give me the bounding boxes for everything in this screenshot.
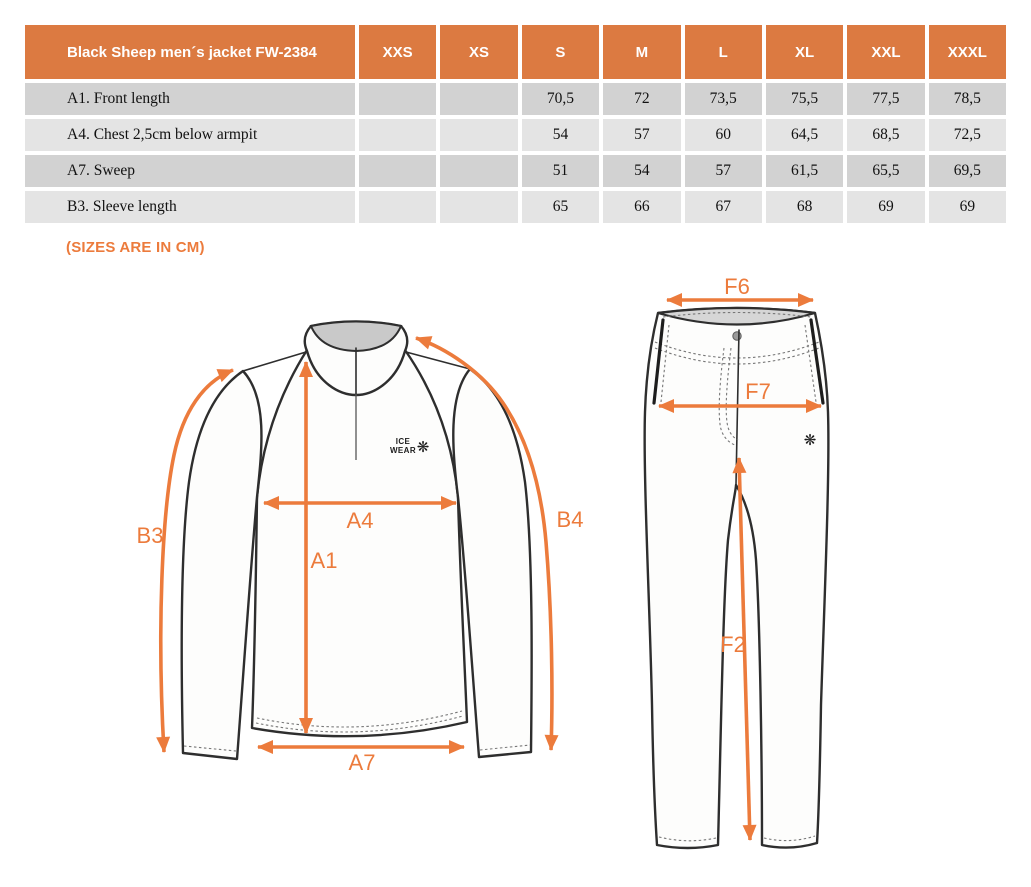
jacket-drawing (137, 322, 584, 776)
value-cell: 77,5 (847, 83, 924, 115)
label-A1: A1 (310, 548, 338, 573)
svg-text:ICE: ICE (395, 437, 411, 446)
label-F2: F2 (720, 632, 746, 657)
value-cell: 69 (847, 191, 924, 223)
value-cell: 67 (685, 191, 762, 223)
size-header-xs: XS (440, 25, 517, 79)
value-cell: 57 (685, 155, 762, 187)
row-label-front-length: A1. Front length (25, 83, 355, 115)
jacket-body (252, 350, 467, 736)
label-B4: B4 (556, 507, 584, 532)
value-cell: 54 (522, 119, 599, 151)
label-A7: A7 (348, 750, 376, 775)
svg-text:WEAR: WEAR (389, 446, 417, 455)
label-A4: A4 (346, 508, 374, 533)
value-cell: 75,5 (766, 83, 843, 115)
size-header-m: M (603, 25, 680, 79)
row-label-sleeve-length: B3. Sleeve length (25, 191, 355, 223)
size-header-xl: XL (766, 25, 843, 79)
value-cell: 51 (522, 155, 599, 187)
value-cell: 61,5 (766, 155, 843, 187)
jacket-left-sleeve (182, 371, 262, 759)
value-cell: 68 (766, 191, 843, 223)
label-F6: F6 (724, 274, 750, 299)
value-cell: 65 (522, 191, 599, 223)
value-cell: 64,5 (766, 119, 843, 151)
value-cell: 72 (603, 83, 680, 115)
value-cell: 60 (685, 119, 762, 151)
value-cell: 69 (929, 191, 1006, 223)
pants-drawing (645, 274, 829, 848)
value-cell: 72,5 (929, 119, 1006, 151)
value-cell: 73,5 (685, 83, 762, 115)
size-header-s: S (522, 25, 599, 79)
product-title-cell: Black Sheep men´s jacket FW-2384 (25, 25, 355, 79)
row-label-chest: A4. Chest 2,5cm below armpit (25, 119, 355, 151)
value-cell: 78,5 (929, 83, 1006, 115)
label-B3: B3 (136, 523, 164, 548)
row-label-sweep: A7. Sweep (25, 155, 355, 187)
value-cell: 57 (603, 119, 680, 151)
size-header-l: L (685, 25, 762, 79)
size-header-xxl: XXL (847, 25, 924, 79)
value-cell: 70,5 (522, 83, 599, 115)
pants-snowflake-icon: ❋ (803, 432, 817, 449)
pants-body (645, 308, 829, 848)
jacket-snowflake-icon: ❋ (416, 439, 430, 456)
size-header-xxxl: XXXL (929, 25, 1006, 79)
value-cell: 54 (603, 155, 680, 187)
value-cell: 69,5 (929, 155, 1006, 187)
icewear-logo (390, 437, 429, 456)
sizes-in-cm-note: (SIZES ARE IN CM) (66, 239, 205, 256)
value-cell: 66 (603, 191, 680, 223)
waist-button (733, 332, 741, 340)
label-F7: F7 (745, 379, 771, 404)
value-cell: 65,5 (847, 155, 924, 187)
size-header-xxs: XXS (359, 25, 436, 79)
value-cell: 68,5 (847, 119, 924, 151)
